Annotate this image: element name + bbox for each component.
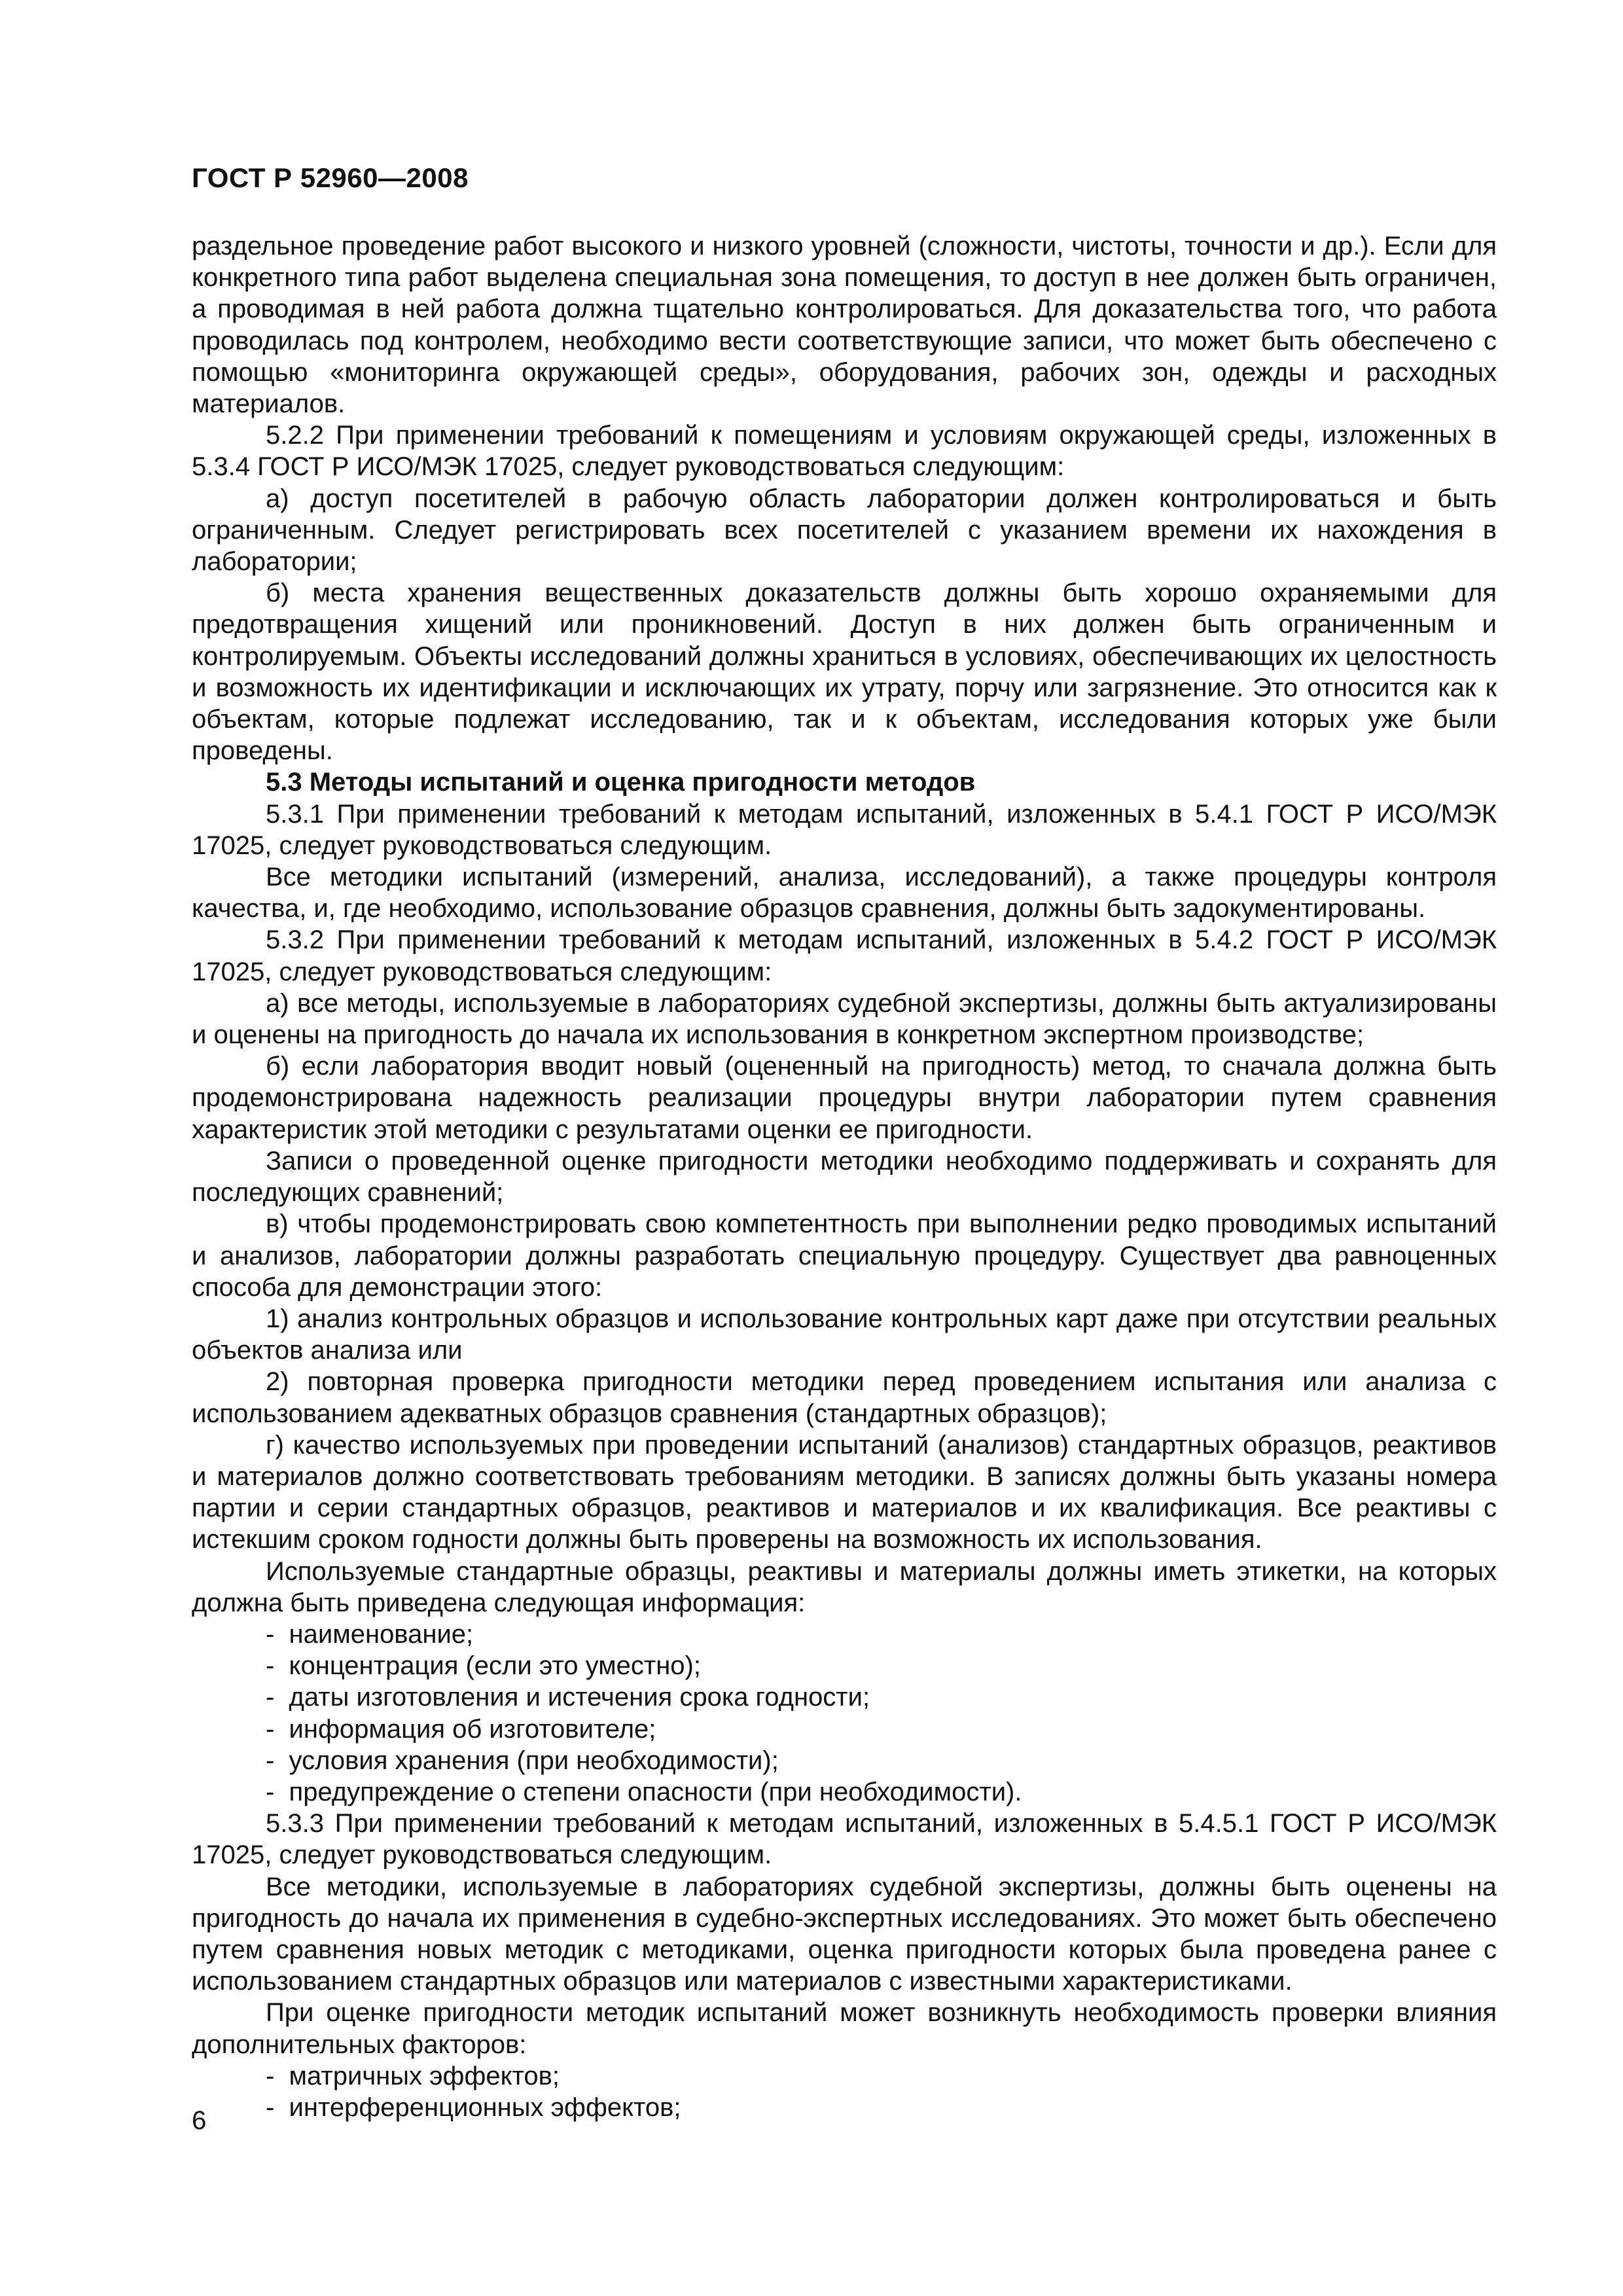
method-option-1: 1) анализ контрольных образцов и использование контрольных карт даже при отсутствии реальных объектов анализа или [192, 1304, 1497, 1365]
factors-list [192, 2060, 1497, 2123]
clause-5-2-2: 5.2.2 При применении требований к помещениям и условиям окружающей среды, изложенных в 5.3.4 ГОСТ Р ИСО/МЭК 17025, следует руководствоваться следующим: [192, 421, 1497, 482]
list-item: - интерференционных эффектов; [266, 2092, 1497, 2123]
paragraph-additional-factors: При оценке пригодности методик испытаний может возникнуть необходимость проверки влияния дополнительных факторов: [192, 1998, 1497, 2059]
list-item: - наименование; [266, 1619, 1497, 1650]
page-number: 6 [192, 2106, 207, 2135]
method-option-2: 2) повторная проверка пригодности методики перед проведением испытания или анализа с использованием адекватных образцов сравнения (стандартных образцов); [192, 1367, 1497, 1428]
clause-5-2-2-a: а) доступ посетителей в рабочую область лаборатории должен контролироваться и быть ограниченным. Следует регистрировать всех посетителей с указанием времени их нахождения в лаборатории; [192, 484, 1497, 577]
document-body [192, 230, 1497, 2123]
list-item: - предупреждение о степени опасности (при необходимости). [266, 1776, 1497, 1808]
paragraph-validation-records: Записи о проведенной оценке пригодности методики необходимо поддерживать и сохранять для последующих сравнений; [192, 1146, 1497, 1208]
list-item: - информация об изготовителе; [266, 1713, 1497, 1745]
section-heading-5-3: 5.3 Методы испытаний и оценка пригодности методов [266, 768, 976, 797]
clause-5-3-2-b: б) если лаборатория вводит новый (оцененный на пригодность) метод, то сначала должна быть продемонстрирована надежность реализации процедуры внутри лаборатории путем сравнения характеристик этой методики с результатами оценки ее пригодности. [192, 1052, 1497, 1144]
label-info-list [192, 1619, 1497, 1808]
clause-5-3-1: 5.3.1 При применении требований к методам испытаний, изложенных в 5.4.1 ГОСТ Р ИСО/МЭК 17025, следует руководствоваться следующим. [192, 799, 1497, 860]
paragraph-test-methods: Все методики испытаний (измерений, анализа, исследований), а также процедуры контроля качества, и, где необходимо, использование образцов сравнения, должны быть задокументированы. [192, 863, 1497, 924]
clause-5-3-2-a: а) все методы, используемые в лабораториях судебной экспертизы, должны быть актуализированы и оценены на пригодность до начала их использования в конкретном экспертном производстве; [192, 988, 1497, 1050]
list-item: - условия хранения (при необходимости); [266, 1745, 1497, 1776]
clause-5-3-2-g: г) качество используемых при проведении испытаний (анализов) стандартных образцов, реактивов и материалов должно соответствовать требованиям методики. В записях должны быть указаны номера партии и серии стандартных образцов, реактивов и материалов и их квалификация. Все реактивы с истекшим сроком годности должны быть проверены на возможность их использования. [192, 1430, 1497, 1554]
clause-5-2-2-b: б) места хранения вещественных доказательств должны быть хорошо охраняемыми для предотвращения хищений или проникновений. Доступ в них должен быть ограниченным и контролируемым. Объекты исследований должны храниться в условиях, обеспечивающих их целостность и возможность их идентификации и исключающих их утрату, порчу или загрязнение. Это относится как к объектам, которые подлежат исследованию, так и к объектам, исследования которых уже были проведены. [192, 579, 1497, 766]
paragraph-labels: Используемые стандартные образцы, реактивы и материалы должны иметь этикетки, на которых должна быть приведена следующая информация: [192, 1556, 1497, 1617]
clause-5-3-2-v: в) чтобы продемонстрировать свою компетентность при выполнении редко проводимых испытаний и анализов, лаборатории должны разработать специальную процедуру. Существует два равноценных способа для демонстрации этого: [192, 1210, 1497, 1302]
paragraph-continuation: раздельное проведение работ высокого и низкого уровней (сложности, чистоты, точности и др.). Если для конкретного типа работ выделена специальная зона помещения, то доступ в нее должен быть ограничен, а проводимая в ней работа должна тщательно контролироваться. Для доказательства того, что работа проводилась под контролем, необходимо вести соответствующие записи, что может быть обеспечено с помощью «мониторинга окружающей среды», оборудования, рабочих зон, одежды и расходных материалов. [192, 232, 1497, 419]
list-item: - концентрация (если это уместно); [266, 1650, 1497, 1681]
clause-5-3-2: 5.3.2 При применении требований к методам испытаний, изложенных в 5.4.2 ГОСТ Р ИСО/МЭК 17025, следует руководствоваться следующим: [192, 925, 1497, 986]
list-item: - даты изготовления и истечения срока годности; [266, 1681, 1497, 1713]
list-item: - матричных эффектов; [266, 2060, 1497, 2092]
document-header: ГОСТ Р 52960—2008 [192, 162, 469, 193]
paragraph-method-validation: Все методики, используемые в лабораториях судебной экспертизы, должны быть оценены на пригодность до начала их применения в судебно-экспертных исследованиях. Это может быть обеспечено путем сравнения новых методик с методиками, оценка пригодности которых была проведена ранее с использованием стандартных образцов или материалов с известными характеристиками. [192, 1872, 1497, 1996]
clause-5-3-3: 5.3.3 При применении требований к методам испытаний, изложенных в 5.4.5.1 ГОСТ Р ИСО/МЭК 17025, следует руководствоваться следующим. [192, 1809, 1497, 1870]
